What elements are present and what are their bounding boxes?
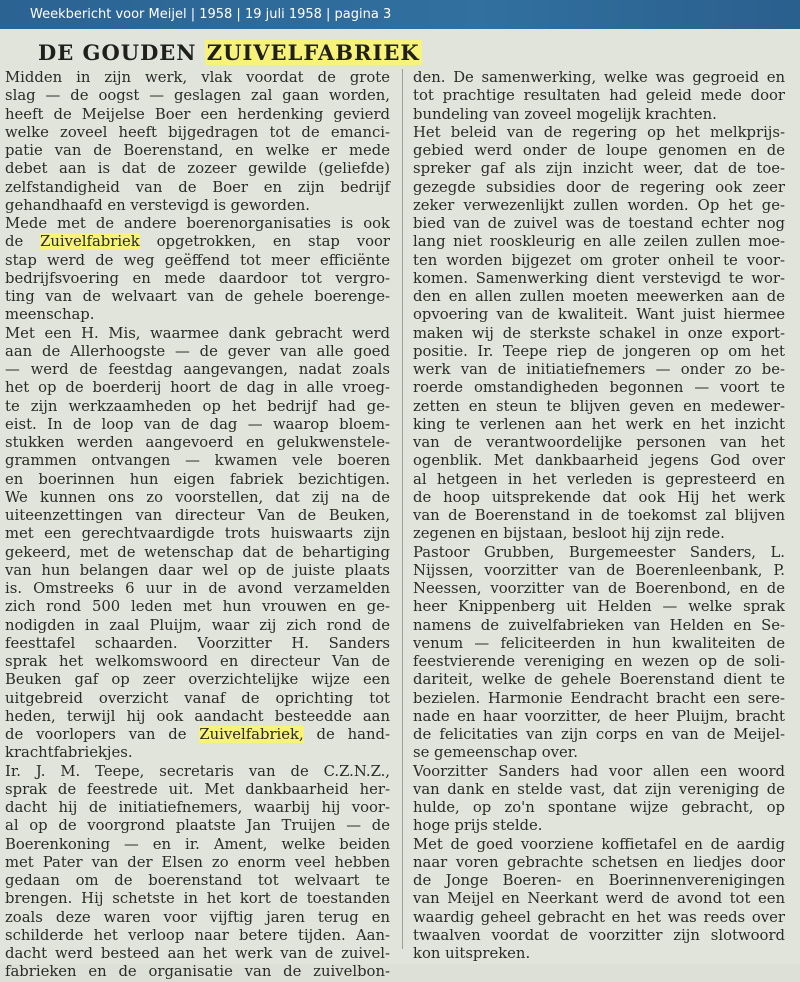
text-line: zegenen en bijstaan, besloot hij zijn rede. [413, 525, 725, 543]
text-line: Boerenkoning — en ir. Ament, welke beiden [5, 835, 390, 853]
text-line: dacht werd besteed aan het werk van de zuivel- [5, 945, 390, 962]
text-line: spreker gaf als zijn inzicht weer, dat de toe- [413, 160, 785, 178]
text-line: feestvierende vereniging en wezen op de soli- [413, 653, 785, 670]
text-line: zeker verwezenlijkt zullen worden. Op het ge- [413, 196, 785, 214]
breadcrumb-bar [0, 0, 800, 29]
text-line: gezegde subsidies door de regering ook zeer [413, 178, 785, 196]
text-line: slag — de oogst — geslagen zal gaan worden, [5, 87, 390, 105]
text-line: van de Boerenstand in de toekomst zal blijven [413, 507, 785, 524]
text-line: Het beleid van de regering op het melkprijs- [413, 123, 785, 141]
text-line: welke zoveel heeft bijgedragen tot de emanci- [5, 123, 390, 141]
breadcrumb[interactable]: Weekbericht voor Meijel | 1958 | 19 juli 1958 | pagina 3 [30, 7, 392, 22]
text-line: grammen ontvangen — kwamen vele boeren [5, 452, 390, 470]
text-line: lang niet rooskleurig en alle zeilen zullen moe- [413, 233, 785, 251]
text-line: brengen. Hij schetste in het kort de toestanden [5, 890, 390, 908]
text-line: feesttafel schaarden. Voorzitter H. Sanders [5, 634, 390, 652]
text-line: debet aan is dat de zozeer gewilde (geliefde) [5, 160, 390, 178]
text-segment: opgetrokken, en stap voor [139, 233, 390, 251]
text-line: de hoop uitsprekende dat ook Hij het werk [413, 488, 785, 506]
article-column-right [413, 69, 785, 963]
text-line: kon uitspreken. [413, 945, 531, 962]
text-segment: de hand- [303, 726, 390, 743]
text-line: bedrijfsvoering en mede daardoor tot vergro- [5, 269, 390, 287]
highlighted-term: Zuivelfabriek, [199, 726, 304, 743]
text-line: Met een H. Mis, waarmee dank gebracht werd [5, 324, 390, 342]
text-line: fabrieken en de organisatie van de zuivelbon- [5, 963, 390, 981]
text-line: het op de boerderij hoort de dag in alle vroeg- [5, 379, 390, 397]
text-line: We kunnen ons zo voorstellen, dat zij na de [5, 488, 390, 506]
text-line: bezielen. Harmonie Eendracht bracht een sere- [413, 689, 785, 707]
article-column-left [5, 69, 390, 982]
text-line: den. De samenwerking, welke was gegroeid en [413, 69, 785, 86]
text-line: bied van de zuivel was de toestand echter nog [413, 215, 785, 232]
text-line: se gemeenschap over. [413, 744, 578, 762]
text-line: de Jonge Boeren- en Boerinnenverenigingen [413, 872, 785, 889]
highlighted-term: Zuivelfabriek [40, 233, 140, 251]
text-line: schilderde het verloop naar betere tijden. Aan- [5, 926, 390, 944]
text-line: heden, terwijl hij ook aandacht besteedde aan [5, 707, 390, 725]
text-line: hulde, op zo'n spontane wijze gebracht, op [413, 799, 785, 816]
text-line: zich rond 500 leden met hun vrouwen en ge- [5, 598, 390, 616]
text-line: sprak de feestrede uit. Met dankbaarheid her- [5, 780, 390, 798]
article-title [38, 40, 422, 65]
text-line: roerde omstandigheden begonnen — voort te [413, 379, 785, 397]
text-line: ogenblik. Met dankbaarheid jegens God over [413, 452, 785, 470]
text-line: Ir. J. M. Teepe, secretaris van de C.Z.N.Z., [5, 762, 390, 780]
text-line: Neessen, voorzitter van de Boerenbond, en de [413, 580, 785, 597]
text-line: twaalven voordat de voorzitter zijn slotwoord [413, 926, 785, 944]
text-line: nade en haar voorzitter, de heer Pluijm, bracht [413, 707, 785, 725]
text-line: met Pater van der Elsen zo enorm veel hebben [5, 853, 390, 871]
text-line: van Meijel en Neerkant werd de avond tot een [413, 890, 785, 908]
text-line: al hetgeen in het verleden is gepresteerd en [413, 470, 785, 488]
text-line: bundeling van zoveel mogelijk krachten. [413, 105, 717, 123]
text-line: positie. Ir. Teepe riep de jongeren op om het [413, 342, 785, 360]
text-line: Mede met de andere boerenorganisaties is ook [5, 215, 390, 232]
text-line: waardig geheel gebracht en het was reeds over [413, 908, 785, 926]
text-line: met een gerechtvaardigde trots huiswaarts zijn [5, 525, 390, 543]
text-line: werk van de initiatiefnemers — onder zo be- [413, 361, 785, 378]
text-line: is. Omstreeks 6 uur in de avond verzamelden [5, 580, 390, 597]
text-line: al op de voorgrond plaatste Jan Truijen — de [5, 817, 390, 835]
text-line: Voorzitter Sanders had voor allen een woord [413, 762, 785, 780]
text-line: — werd de feestdag aangevangen, nadat zoals [5, 361, 390, 378]
text-line: king te verlenen aan het werk en het inzicht [413, 415, 785, 433]
text-line: sprak het welkomswoord en directeur Van de [5, 653, 390, 670]
text-line: den en allen zullen moeten meewerken aan de [413, 288, 785, 305]
text-line: uiteenzettingen van directeur Van de Beuken, [5, 507, 390, 524]
text-line: Nijssen, voorzitter van de Boerenleenbank, P. [413, 561, 785, 579]
text-line: gebied werd onder de loupe genomen en de [413, 142, 785, 159]
title-highlight: ZUIVELFABRIEK [206, 40, 420, 65]
text-line: heer Knippenberg uit Helden — welke sprak [413, 598, 785, 616]
text-line: nodigden in zaal Pluijm, waar zij zich rond de [5, 616, 390, 634]
text-line: naar voren gebrachte schetsen en liedjes door [413, 853, 785, 871]
text-line: Met de goed voorziene koffietafel en de aardig [413, 835, 785, 853]
text-line: dacht hij de initiatiefnemers, waarbij hij voor- [5, 799, 390, 816]
text-line [5, 233, 390, 251]
text-line: meenschap. [5, 306, 95, 324]
text-line: te zijn werkzaamheden op het bedrijf had ge- [5, 397, 390, 415]
newspaper-clipping [0, 29, 800, 981]
text-line: aan de Allerhoogste — de gever van alle goed [5, 342, 390, 360]
text-line: stap werd de weg geëffend tot meer efficiënte [5, 251, 390, 269]
text-line: de felicitaties van zijn corps en van de Meijel- [413, 726, 785, 743]
text-line: dariteit, welke de gehele Boerenstand dient te [413, 671, 785, 689]
text-segment: de [5, 233, 41, 251]
text-line: komen. Samenwerking dient verstevigd te wor- [413, 269, 785, 287]
text-line: van hun belangen daar wel op de juiste plaats [5, 561, 390, 579]
text-line: zetten en steun te blijven geven en medewer- [413, 397, 785, 415]
text-line: patie van de Boerenstand, en welke er mede [5, 142, 390, 159]
text-line: stukken werden aangevoerd en gelukwenstele- [5, 434, 390, 451]
text-line: van dank en stelde vast, dat zijn vereniging de [413, 780, 785, 798]
text-line: namens de zuivelfabrieken van Helden en Se- [413, 616, 785, 634]
text-line: gedaan om de boerenstand tot welvaart te [5, 872, 390, 889]
text-segment: de voorlopers van de [5, 726, 200, 743]
column-divider [402, 69, 403, 949]
text-line: tot prachtige resultaten had geleid mede door [413, 87, 785, 105]
text-line: heeft de Meijelse Boer een herdenking gevierd [5, 105, 390, 123]
text-line: hoge prijs stelde. [413, 817, 543, 835]
text-line: venum — feliciteerden in hun kwaliteiten de [413, 634, 785, 652]
text-line: Beuken gaf op zeer overzichtelijke wijze een [5, 671, 390, 689]
text-line: en boerinnen hun eigen fabriek bezichtigen. [5, 470, 390, 488]
text-line [5, 726, 390, 744]
title-text: DE GOUDEN [38, 40, 197, 65]
text-line: krachtfabriekjes. [5, 744, 133, 762]
text-line: zelfstandigheid van de Boer en zijn bedrijf [5, 178, 390, 196]
text-line: maken wij de sterkste schakel in onze export- [413, 324, 785, 342]
text-line: uitgebreid overzicht vanaf de oprichting tot [5, 689, 390, 707]
text-line: ting van de welvaart van de gehele boerenge- [5, 288, 390, 305]
text-line: ten worden bijgezet om groter onheil te voor- [413, 251, 785, 269]
text-line: Pastoor Grubben, Burgemeester Sanders, L. [413, 543, 785, 561]
text-line: opvoering van de kwaliteit. Want juist hiermee [413, 306, 785, 324]
text-line: Midden in zijn werk, vlak voordat de grote [5, 69, 390, 86]
text-line: gehandhaafd en verstevigd is geworden. [5, 196, 310, 214]
text-line: eist. In de loop van de dag — waarop bloem- [5, 415, 390, 433]
text-line: van de verantwoordelijke personen van het [413, 434, 785, 451]
text-line: zoals deze waren voor vijftig jaren terug en [5, 908, 390, 926]
text-line: gekeerd, met de wetenschap dat de behartiging [5, 543, 390, 561]
